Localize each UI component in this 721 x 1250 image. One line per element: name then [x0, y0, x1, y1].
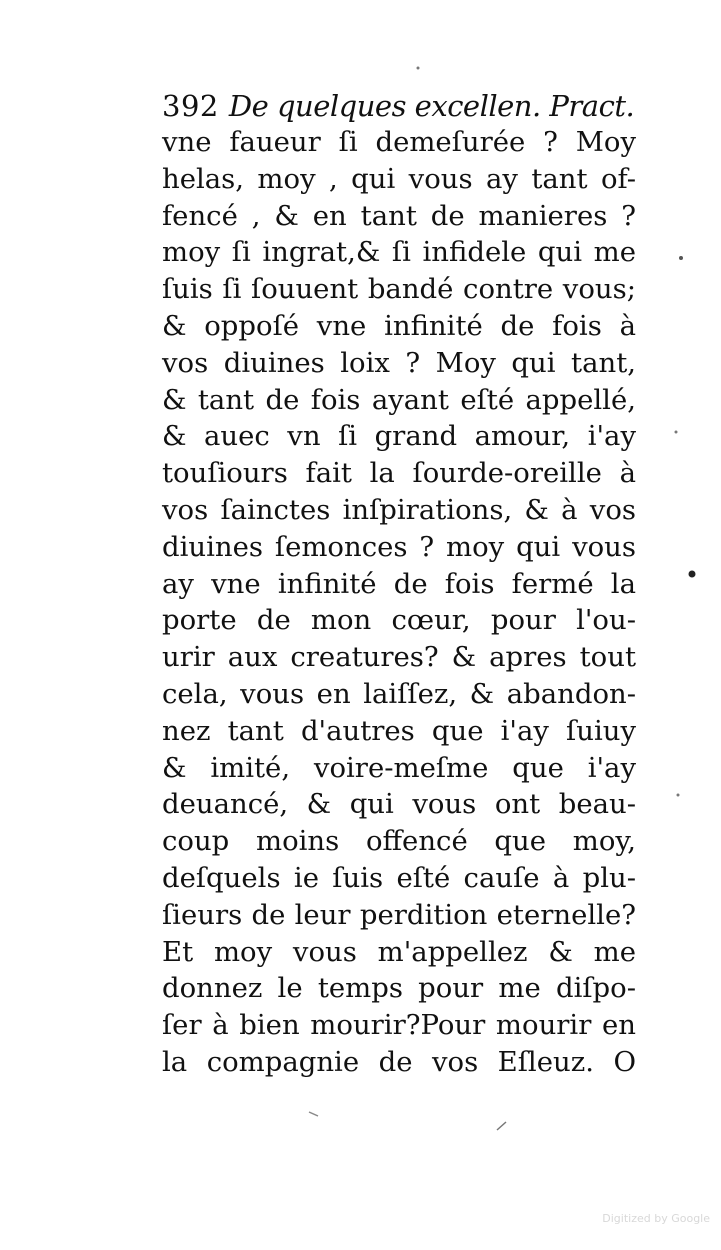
text-line: urir aux creatures? & apres tout — [162, 641, 636, 674]
ink-speck — [417, 67, 420, 70]
text-line: nez tant d'autres que i'ay ſuiuy — [162, 714, 636, 747]
text-line: & imité, voire-meſme que i'ay — [162, 751, 636, 784]
text-line: ſieurs de leur perdition eternelle? — [162, 898, 636, 931]
text-line: & auec vn ſi grand amour, i'ay — [162, 420, 636, 453]
ink-speck — [679, 256, 683, 260]
ink-speck — [677, 794, 680, 797]
body-text — [162, 124, 636, 1081]
text-line: donnez le temps pour me diſpo- — [162, 972, 636, 1005]
text-line: ſuis ſi ſouuent bandé contre vous; — [162, 273, 636, 306]
text-line: Et moy vous m'appellez & me — [162, 935, 636, 968]
ink-speck — [309, 1112, 318, 1116]
text-line: helas, moy , qui vous ay tant of- — [162, 162, 636, 195]
page-header — [162, 86, 635, 126]
text-line: porte de mon cœur, pour l'ou- — [162, 604, 636, 637]
ink-speck — [689, 571, 696, 578]
text-line: & oppoſé vne infinité de fois à — [162, 309, 636, 342]
text-line: deuancé, & qui vous ont beau- — [162, 788, 636, 821]
watermark: Digitized by Google — [602, 1212, 710, 1225]
text-line: vne faueur ſi demeſurée ? Moy — [162, 126, 636, 158]
text-line: coup moins offencé que moy, — [162, 825, 636, 858]
text-line: moy ſi ingrat,& ſi infidele qui me — [162, 236, 636, 269]
ink-speck — [497, 1122, 506, 1130]
ink-speck — [675, 431, 678, 434]
text-line: touſiours fait la ſourde-oreille à — [162, 457, 636, 490]
text-line: vos diuines loix ? Moy qui tant, — [162, 346, 636, 379]
text-line: la compagnie de vos Eſleuz. O — [162, 1045, 636, 1078]
text-line: ſer à bien mourir?Pour mourir en — [162, 1009, 636, 1042]
text-line: deſquels ie ſuis eſté cauſe à plu- — [162, 861, 636, 894]
text-line: vos ſainctes inſpirations, & à vos — [162, 493, 636, 526]
text-line: & tant de fois ayant eſté appellé, — [162, 383, 636, 416]
text-line: diuines ſemonces ? moy qui vous — [162, 530, 636, 563]
text-line: ay vne infinité de fois fermé la — [162, 567, 636, 600]
text-line: cela, vous en laiſſez, & abandon- — [162, 677, 636, 710]
running-head: De quelques excellen. Pract. — [228, 89, 635, 123]
page-number: 392 — [162, 89, 219, 123]
text-line: fencé , & en tant de manieres ? — [162, 199, 636, 232]
